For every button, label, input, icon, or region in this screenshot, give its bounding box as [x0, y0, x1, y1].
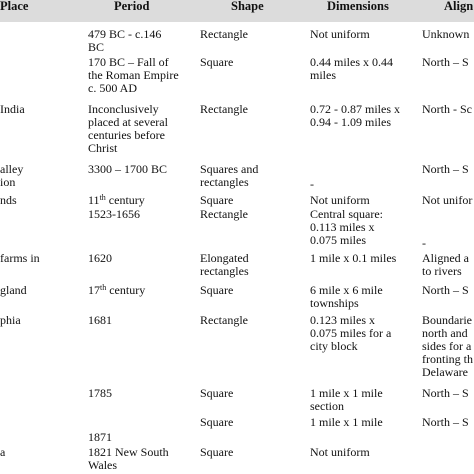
cell-shape: Rectangle: [200, 313, 248, 327]
cell-period: [88, 284, 145, 297]
cell-dimensions: Not uniform: [310, 193, 370, 207]
cell-alignment: North – S: [422, 415, 469, 429]
cell-place: alley ion: [0, 162, 24, 189]
cell-dimensions: Central square: 0.113 miles x 0.075 miles: [310, 207, 383, 247]
header-shape: Shape: [231, 0, 264, 13]
cell-place: nds: [0, 193, 17, 207]
cell-shape: Square: [200, 55, 234, 69]
cell-shape: Rectangle: [200, 27, 248, 41]
cell-shape: Elongated rectangles: [200, 251, 249, 278]
century-number: 11: [88, 193, 100, 207]
cell-dimensions: Not uniform: [310, 445, 370, 459]
cell-place: a: [0, 445, 6, 459]
header-period: Period: [114, 0, 150, 13]
header-alignment: Align: [444, 0, 474, 13]
cell-place: phia: [0, 313, 21, 327]
cell-dimensions: Not uniform: [310, 27, 370, 41]
cell-period: 1871: [88, 430, 112, 444]
cell-shape: Square: [200, 445, 234, 459]
cell-dimensions: 1 mile x 0.1 miles: [310, 251, 397, 265]
cell-dimensions: 0.123 miles x 0.075 miles for a city block: [310, 313, 392, 353]
cell-period: Inconclusively placed at several centuries before Christ: [88, 102, 168, 155]
header-place: Place: [0, 0, 29, 13]
cell-alignment: Aligned a to rivers: [422, 251, 469, 278]
cell-shape: Square: [200, 386, 234, 400]
cell-alignment: Not unifor: [422, 193, 473, 207]
ordinal-suffix: th: [100, 283, 107, 292]
cell-period: 1620: [88, 251, 112, 265]
century-word: century: [105, 193, 145, 207]
cell-shape: Square: [200, 415, 234, 429]
cell-period: 170 BC – Fall of the Roman Empire c. 500 AD: [88, 55, 179, 95]
cell-dimensions: 0.72 - 0.87 miles x 0.94 - 1.09 miles: [310, 102, 400, 129]
cell-place: gland: [0, 283, 27, 297]
cell-dimensions: 6 mile x 6 mile townships: [310, 283, 383, 310]
cell-alignment: -: [422, 236, 426, 250]
cell-period: 3300 – 1700 BC: [88, 162, 168, 176]
cell-alignment: North – S: [422, 162, 469, 176]
ordinal-suffix: th: [99, 193, 106, 202]
header-dimensions: Dimensions: [327, 0, 389, 13]
cell-period: [88, 194, 145, 207]
cell-place: farms in: [0, 251, 40, 265]
cell-dimensions: -: [310, 177, 314, 191]
cell-period: 479 BC - c.146 BC: [88, 27, 162, 54]
cell-shape: Rectangle: [200, 102, 248, 116]
cell-dimensions: 0.44 miles x 0.44 miles: [310, 55, 393, 82]
cell-dimensions: 1 mile x 1 mile: [310, 415, 383, 429]
cell-place: India: [0, 102, 25, 116]
cell-shape: Squares and rectangles: [200, 162, 259, 189]
century-number: 17: [88, 283, 100, 297]
cell-period: 1681: [88, 313, 112, 327]
cell-alignment: North – S: [422, 55, 469, 69]
cell-shape: Rectangle: [200, 207, 248, 221]
cell-alignment: Boundarie north and sides for a fronting th Delaware: [422, 313, 473, 379]
cell-alignment: Unknown: [422, 27, 470, 41]
cell-period: 1785: [88, 386, 112, 400]
cell-period: 1821 New South Wales: [88, 445, 169, 472]
cell-alignment: North – S: [422, 386, 469, 400]
cell-period: 1523-1656: [88, 207, 140, 221]
cell-alignment: North - Sc: [422, 102, 472, 116]
cell-shape: Square: [200, 193, 234, 207]
cell-dimensions: 1 mile x 1 mile section: [310, 386, 383, 413]
cell-shape: Square: [200, 283, 234, 297]
cell-alignment: North – S: [422, 283, 469, 297]
century-word: century: [106, 283, 146, 297]
